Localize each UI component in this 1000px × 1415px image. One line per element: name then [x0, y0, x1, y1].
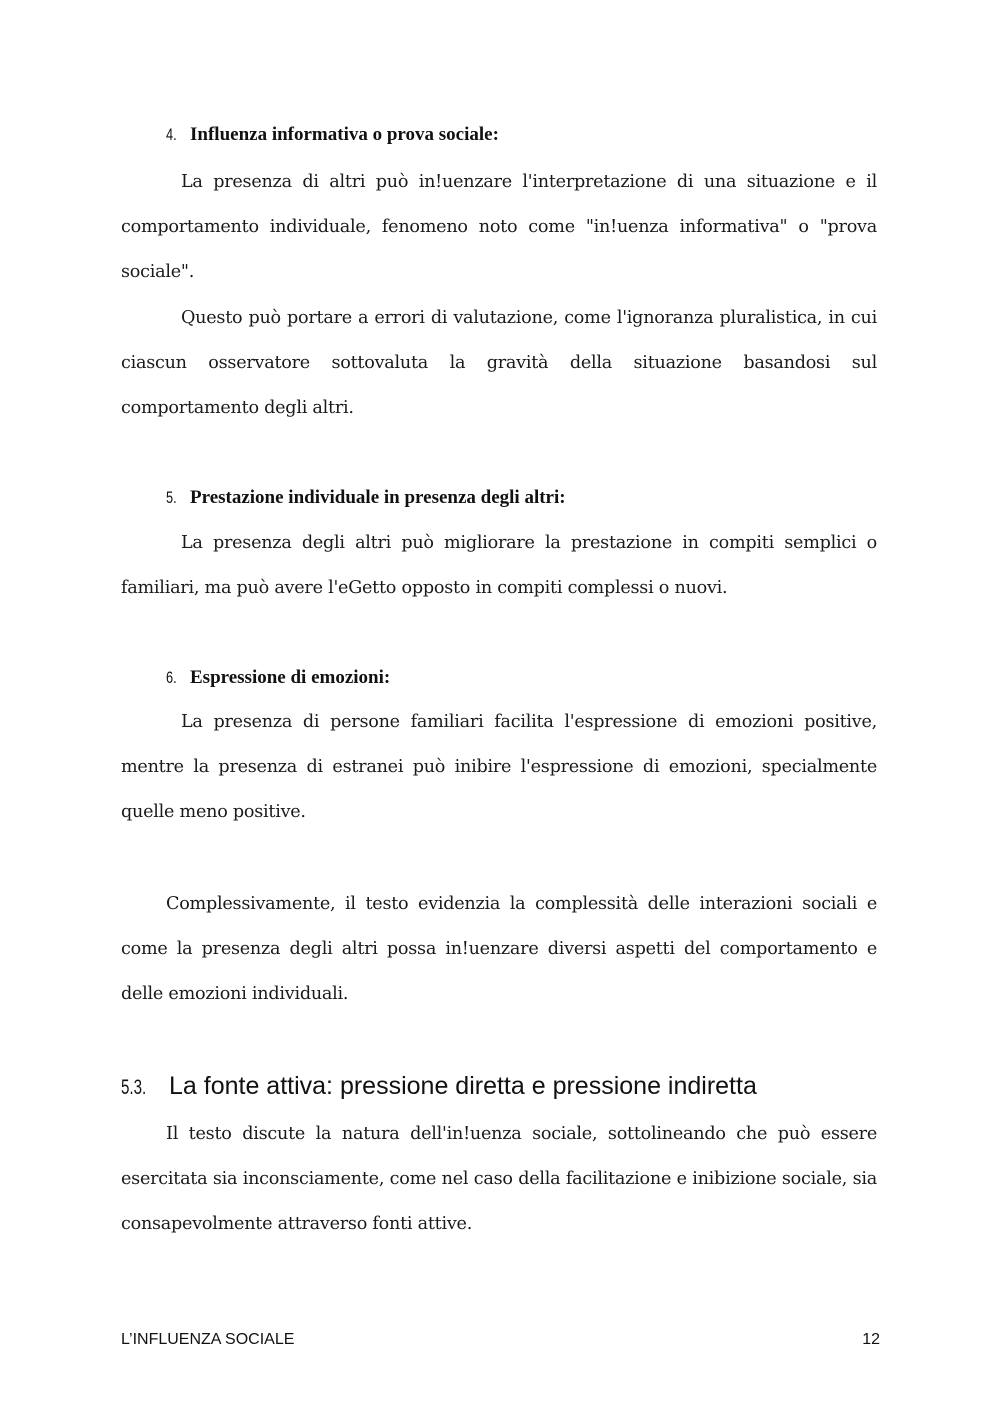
item-heading-4 — [166, 124, 499, 146]
item-title: Espressione di emozioni: — [190, 667, 391, 688]
section-heading — [121, 1072, 757, 1101]
page-number: 12 — [862, 1331, 880, 1348]
item-number: 6. — [166, 668, 177, 687]
paragraph-text: La presenza di persone familiari facilita l'espressione di emozioni positive, mentre la presenza di estranei può inibire l'espressione di emozioni, specialmente quelle meno positive. — [121, 712, 877, 823]
conclusion-paragraph — [121, 882, 877, 1018]
paragraph-text: La presenza di altri può in!uenzare l'interpretazione di una situazione e il comportamento individuale, fenomeno noto come "in!uenza informativa" o "prova sociale". — [121, 172, 877, 283]
paragraph — [121, 700, 877, 836]
paragraph-text: Questo può portare a errori di valutazione, come l'ignoranza pluralistica, in cui ciascun osservatore sottovaluta la gravità della situazione basandosi sul comportamento degli altri. — [121, 308, 877, 419]
section-paragraph — [121, 1112, 877, 1248]
paragraph — [121, 160, 877, 296]
section-number: 5.3. — [121, 1076, 147, 1099]
item-heading-5 — [166, 487, 566, 509]
footer-title: L’INFLUENZA SOCIALE — [121, 1331, 295, 1348]
item-number: 4. — [166, 125, 177, 144]
item-title: Prestazione individuale in presenza degli altri: — [190, 487, 566, 508]
paragraph — [121, 521, 877, 611]
item-number: 5. — [166, 488, 177, 507]
paragraph-text: La presenza degli altri può migliorare la prestazione in compiti semplici o familiari, ma può avere l'eGetto opposto in compiti complessi o nuovi. — [121, 533, 877, 599]
paragraph — [121, 296, 877, 432]
section-title: La fonte attiva: pressione diretta e pressione indiretta — [169, 1072, 757, 1100]
item-heading-6 — [166, 667, 390, 689]
paragraph-text: Il testo discute la natura dell'in!uenza sociale, sottolineando che può essere esercitata sia inconsciamente, come nel caso della facilitazione e inibizione sociale, sia consapevolmente attraverso fonti attive. — [121, 1124, 877, 1235]
item-title: Influenza informativa o prova sociale: — [190, 124, 499, 145]
header-mark — [488, 0, 512, 3]
paragraph-text: Complessivamente, il testo evidenzia la complessità delle interazioni sociali e come la presenza degli altri possa in!uenzare diversi aspetti del comportamento e delle emozioni individuali. — [121, 894, 877, 1005]
